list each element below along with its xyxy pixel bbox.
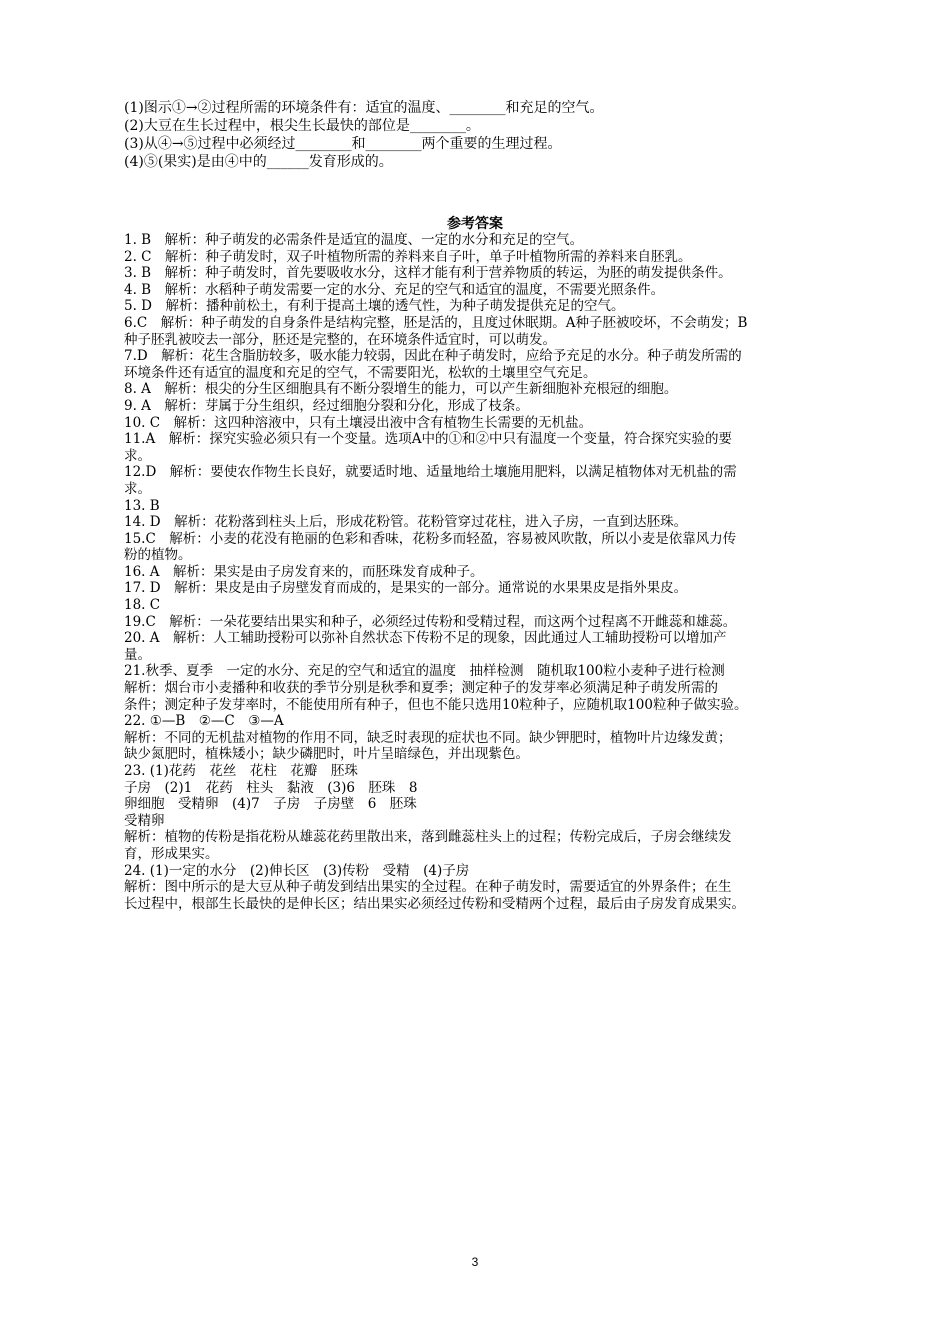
question-line: (2)大豆在生长过程中，根尖生长最快的部位是________。 [124,118,480,134]
answer-line: 3. B 解析：种子萌发时，首先要吸收水分，这样才能有利于营养物质的转运，为胚的萌发提供条件。 [124,265,732,282]
answer-line: 17. D 解析：果皮是由子房壁发育而成的，是果实的一部分。通常说的水果果皮是指外果皮。 [124,580,688,597]
answer-line: 12.D 解析：要使农作物生长良好，就要适时地、适量地给土壤施用肥料，以满足植物体对无机盐的需 [124,464,737,481]
answer-line: 粉的植物。 [124,547,192,564]
answer-line: 1. B 解析：种子萌发的必需条件是适宜的温度、一定的水分和充足的空气。 [124,232,584,248]
answer-line: 环境条件还有适宜的温度和充足的空气，不需要阳光，松软的土壤里空气充足。 [124,364,597,381]
answer-line: 13. B [124,497,160,514]
answer-line: 解析：图中所示的是大豆从种子萌发到结出果实的全过程。在种子萌发时，需要适宜的外界条件；在生 [124,879,732,896]
answer-line: 4. B 解析：水稻种子萌发需要一定的水分、充足的空气和适宜的温度，不需要光照条件。 [124,281,665,298]
answer-line: 19.C 解析：一朵花要结出果实和种子，必须经过传粉和受精过程，而这两个过程离不开雌蕊和雄蕊。 [124,613,737,630]
answer-line: 解析：植物的传粉是指花粉从雄蕊花药里散出来，落到雌蕊柱头上的过程；传粉完成后，子房会继续发 [124,829,732,846]
question-line: (1)图示①→②过程所需的环境条件有：适宜的温度、________和充足的空气。 [124,100,604,116]
answer-line: 条件；测定种子发芽率时，不能使用所有种子，但也不能只选用10粒种子，应随机取100粒种子做实验。 [124,696,748,713]
answer-line: 22. ①—B ②—C ③—A [124,713,284,730]
answer-line: 量。 [124,646,151,663]
answer-line: 求。 [124,447,151,464]
answer-line: 受精卵 [124,812,165,829]
answer-line: 15.C 解析：小麦的花没有艳丽的色彩和香味，花粉多而轻盈，容易被风吹散，所以小麦是依靠风力传 [124,530,737,547]
answer-line: 23. (1)花药 花丝 花柱 花瓣 胚珠 [124,763,358,779]
page-number: 3 [471,1255,479,1269]
answer-line: 子房 (2)1 花药 柱头 黏液 (3)6 胚珠 8 [124,779,418,796]
answer-line: 14. D 解析：花粉落到柱头上后，形成花粉管。花粉管穿过花柱，进入子房，一直到达胚珠。 [124,514,688,531]
answer-line: 9. A 解析：芽属于分生组织，经过细胞分裂和分化，形成了枝条。 [124,397,529,414]
answer-line: 10. C 解析：这四种溶液中，只有土壤浸出液中含有植物生长需要的无机盐。 [124,414,593,431]
answer-line: 8. A 解析：根尖的分生区细胞具有不断分裂增生的能力，可以产生新细胞补充根冠的细胞。 [124,381,678,398]
answer-line: 解析：不同的无机盐对植物的作用不同，缺乏时表现的症状也不同。缺少钾肥时，植物叶片边缘发黄； [124,729,732,746]
question-line: (3)从④→⑤过程中必须经过________和________两个重要的生理过程。 [124,136,562,152]
answer-line: 11.A 解析：探究实验必须只有一个变量。选项A中的①和②中只有温度一个变量，符合探究实验的要 [124,431,732,448]
answer-line: 求。 [124,480,151,497]
answer-line: 卵细胞 受精卵 (4)7 子房 子房壁 6 胚珠 [124,796,417,813]
question-line: (4)⑤(果实)是由④中的______发育形成的。 [124,154,393,170]
answer-line: 6.C 解析：种子萌发的自身条件是结构完整，胚是活的，且度过休眠期。A种子胚被咬坏，不会萌发；B [124,314,748,331]
answer-line: 20. A 解析：人工辅助授粉可以弥补自然状态下传粉不足的现象，因此通过人工辅助授粉可以增加产 [124,630,727,647]
answer-line: 解析：烟台市小麦播种和收获的季节分别是秋季和夏季；测定种子的发芽率必须满足种子萌发所需的 [124,680,718,697]
answer-line: 16. A 解析：果实是由子房发育来的，而胚珠发育成种子。 [124,563,484,580]
answer-line: 7.D 解析：花生含脂肪较多，吸水能力较弱，因此在种子萌发时，应给予充足的水分。种子萌发所需的 [124,348,742,365]
answer-line: 5. D 解析：播种前松土，有利于提高土壤的透气性，为种子萌发提供充足的空气。 [124,298,625,315]
answer-line: 长过程中，根部生长最快的是伸长区；结出果实必须经过传粉和受精两个过程，最后由子房发育成果实。 [124,895,745,912]
answer-line: 21.秋季、夏季 一定的水分、充足的空气和适宜的温度 抽样检测 随机取100粒小麦种子进行检测 [124,663,725,680]
answers-title: 参考答案 [447,216,503,232]
answer-line: 种子胚乳被咬去一部分，胚还是完整的，在环境条件适宜时，可以萌发。 [124,331,556,348]
answer-line: 缺少氮肥时，植株矮小；缺少磷肥时，叶片呈暗绿色，并出现紫色。 [124,746,529,763]
question-section [124,99,864,171]
answer-line: 24. (1)一定的水分 (2)伸长区 (3)传粉 受精 (4)子房 [124,862,470,879]
answer-line: 18. C [124,597,161,614]
answers-section [124,232,866,912]
answer-line: 育，形成果实。 [124,845,219,862]
answer-line: 2. C 解析：种子萌发时，双子叶植物所需的养料来自子叶，单子叶植物所需的养料来自胚乳。 [124,248,692,265]
